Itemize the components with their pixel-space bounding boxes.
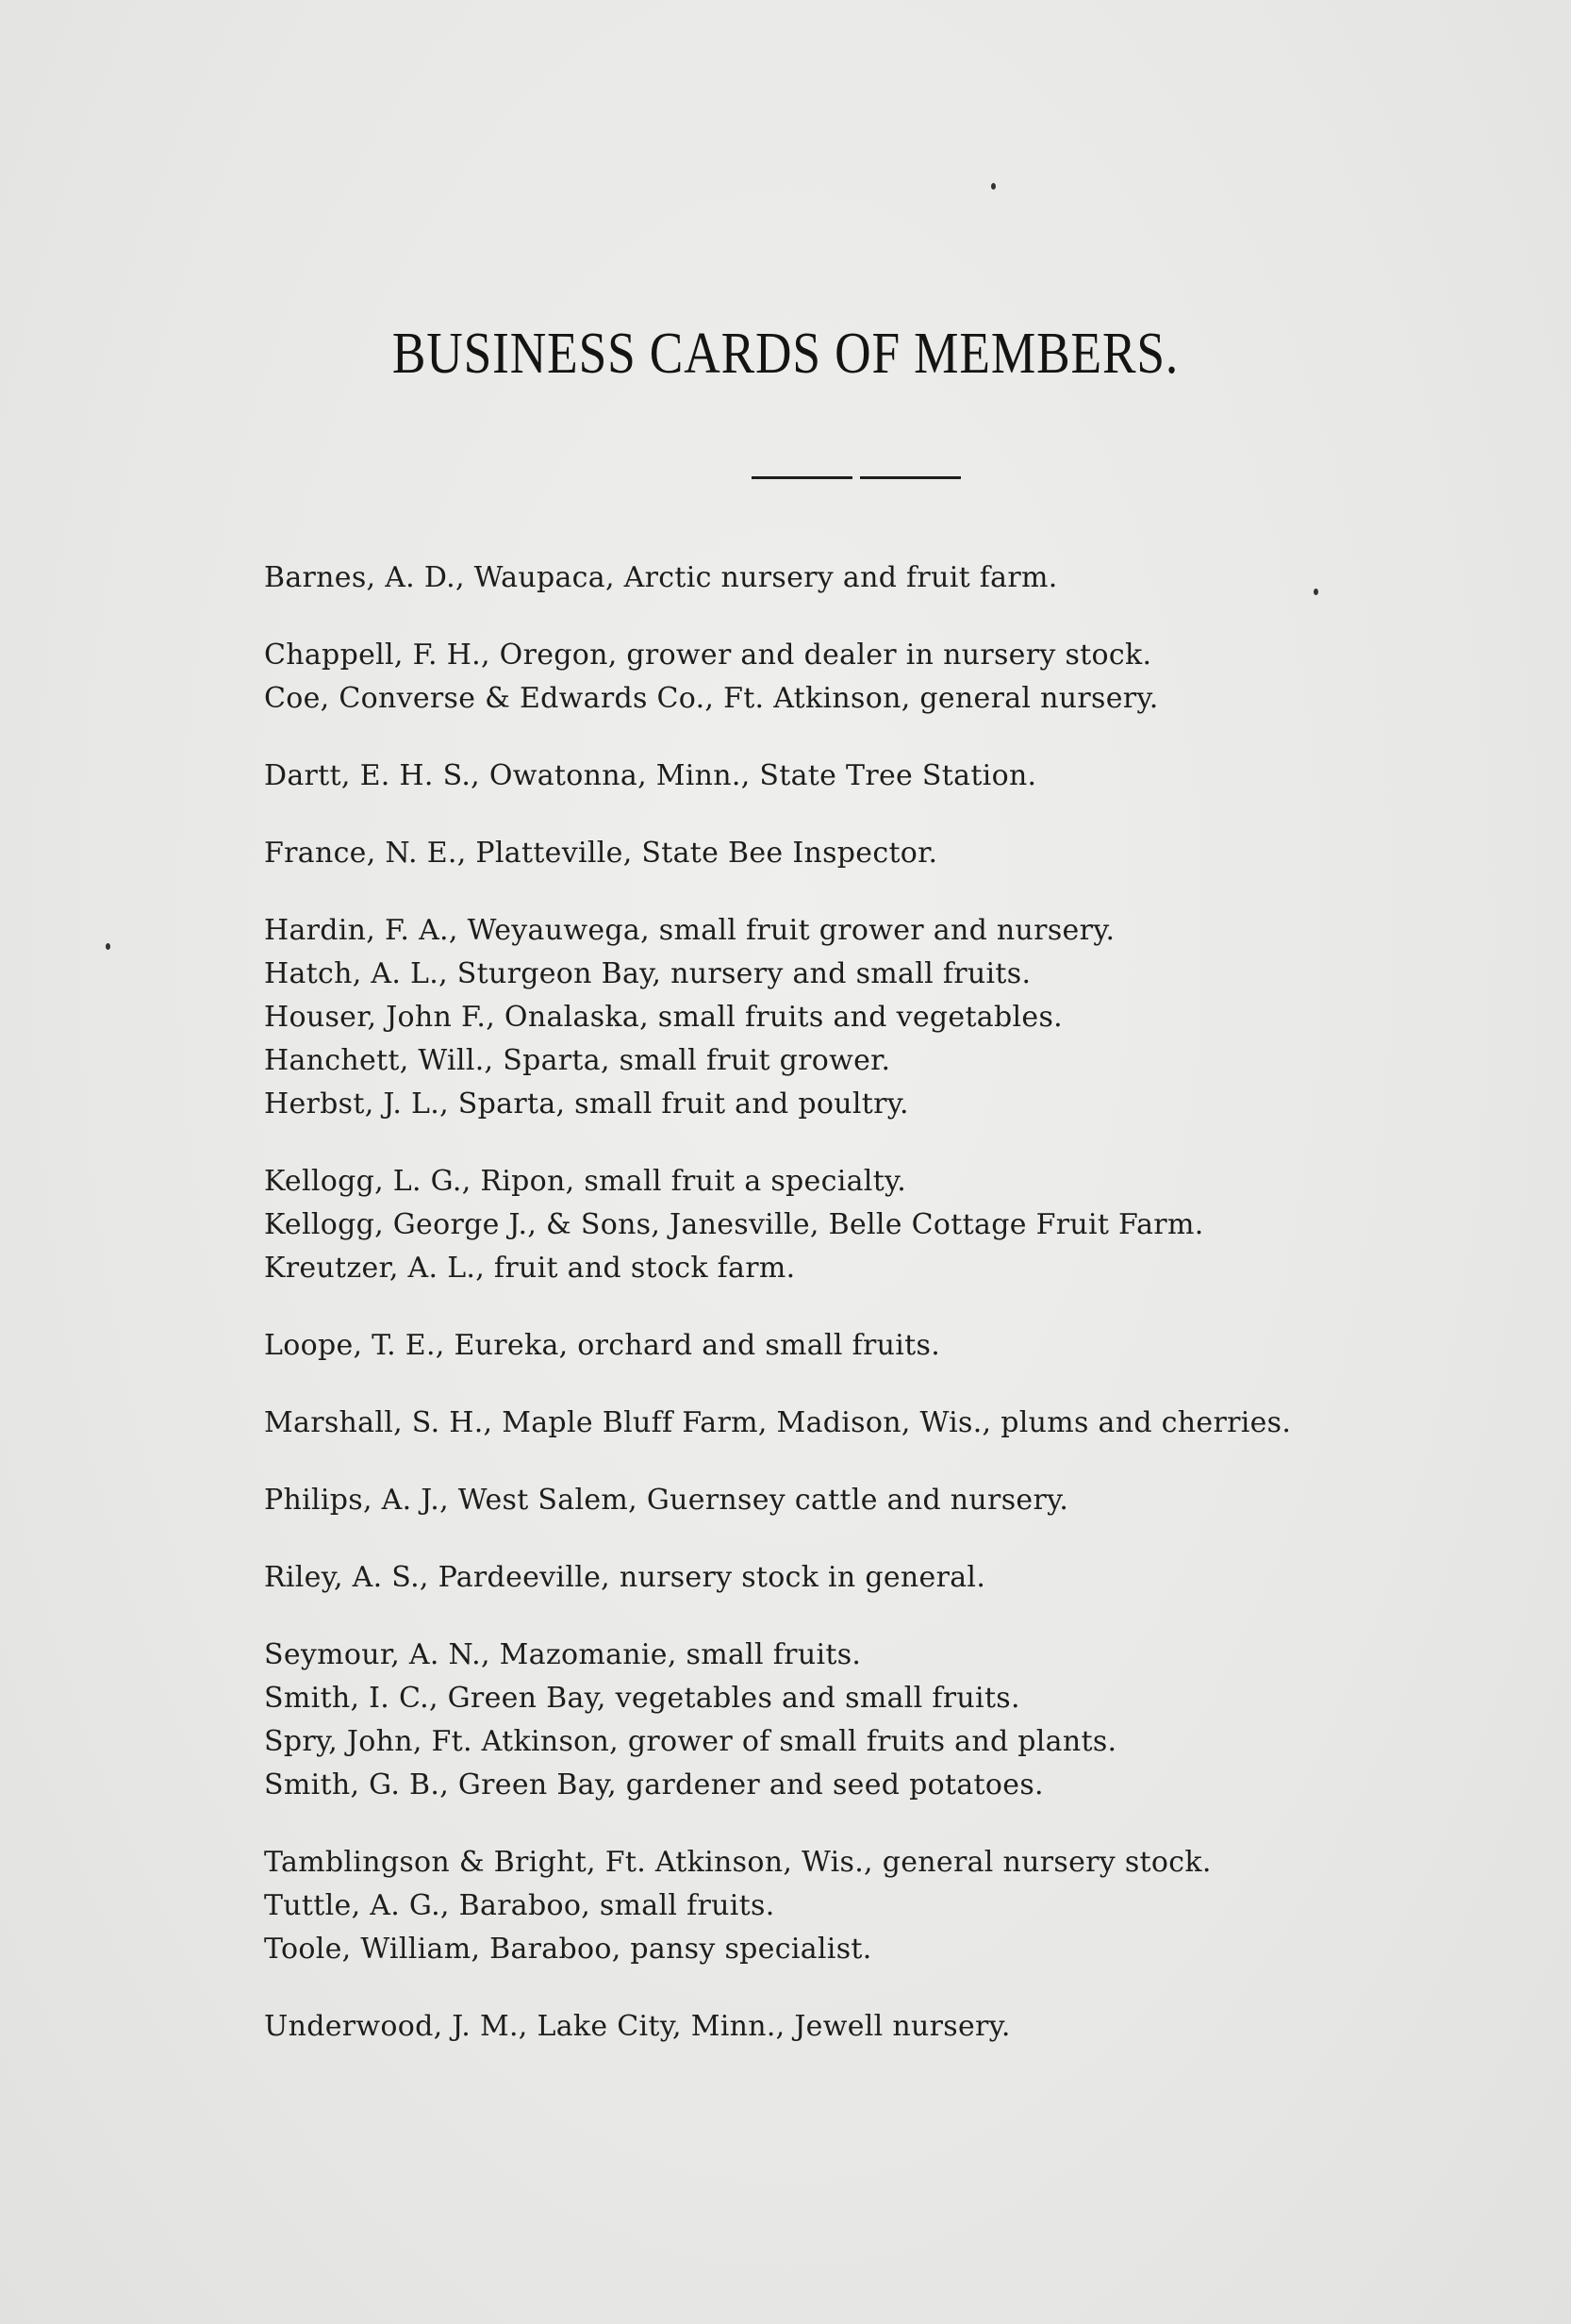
member-entry: Riley, A. S., Pardeeville, nursery stock in general. <box>264 1561 986 1594</box>
entry-group <box>264 755 1490 798</box>
entry-group <box>264 556 1490 600</box>
member-entry: Kellogg, L. G., Ripon, small fruit a specialty. <box>264 1165 907 1198</box>
member-entry: Kellogg, George J., & Sons, Janesville, Belle Cottage Fruit Farm. <box>264 1208 1204 1241</box>
member-entry: Kreutzer, A. L., fruit and stock farm. <box>264 1252 796 1285</box>
title-rule-divider <box>752 476 961 479</box>
scan-speck <box>991 183 996 190</box>
member-entry: Marshall, S. H., Maple Bluff Farm, Madison, Wis., plums and cherries. <box>264 1406 1292 1439</box>
entry-group <box>264 2005 1490 2049</box>
member-entry: Hardin, F. A., Weyauwega, small fruit grower and nursery. <box>264 914 1116 947</box>
member-entry: Houser, John F., Onalaska, small fruits and vegetables. <box>264 1001 1063 1034</box>
member-entry: Dartt, E. H. S., Owatonna, Minn., State Tree Station. <box>264 759 1037 792</box>
member-entry: Tamblingson & Bright, Ft. Atkinson, Wis., general nursery stock. <box>264 1846 1212 1879</box>
scan-speck <box>1314 589 1318 595</box>
member-entry: Barnes, A. D., Waupaca, Arctic nursery and fruit farm. <box>264 561 1058 594</box>
member-entry: Seymour, A. N., Mazomanie, small fruits. <box>264 1638 862 1671</box>
entry-group <box>264 1402 1490 1445</box>
member-entry: Coe, Converse & Edwards Co., Ft. Atkinson, general nursery. <box>264 682 1159 715</box>
rule-segment-right <box>860 476 961 479</box>
member-entry: Smith, I. C., Green Bay, vegetables and small fruits. <box>264 1682 1020 1715</box>
scan-speck <box>106 943 110 950</box>
member-entry: Underwood, J. M., Lake City, Minn., Jewell nursery. <box>264 2010 1011 2043</box>
entry-group <box>264 909 1490 1126</box>
member-entry: Herbst, J. L., Sparta, small fruit and poultry. <box>264 1087 909 1120</box>
entry-group <box>264 1634 1490 1807</box>
member-entry: Hatch, A. L., Sturgeon Bay, nursery and small fruits. <box>264 957 1032 990</box>
member-entry: Hanchett, Will., Sparta, small fruit grower. <box>264 1044 891 1077</box>
member-entry: Smith, G. B., Green Bay, gardener and seed potatoes. <box>264 1768 1044 1801</box>
entry-group <box>264 1160 1490 1290</box>
entry-group <box>264 1556 1490 1600</box>
member-entry: Toole, William, Baraboo, pansy specialist. <box>264 1933 872 1966</box>
member-list <box>264 556 1490 2083</box>
entry-group <box>264 1324 1490 1368</box>
member-entry: Tuttle, A. G., Baraboo, small fruits. <box>264 1889 775 1922</box>
entry-group <box>264 1841 1490 1971</box>
entry-group <box>264 634 1490 721</box>
member-entry: France, N. E., Platteville, State Bee Inspector. <box>264 837 938 870</box>
entry-group <box>264 1479 1490 1522</box>
member-entry: Spry, John, Ft. Atkinson, grower of small fruits and plants. <box>264 1725 1117 1758</box>
member-entry: Loope, T. E., Eureka, orchard and small fruits. <box>264 1329 941 1362</box>
member-entry: Philips, A. J., West Salem, Guernsey cattle and nursery. <box>264 1484 1069 1517</box>
rule-segment-left <box>752 476 852 479</box>
page-title: BUSINESS CARDS OF MEMBERS. <box>391 322 1180 386</box>
member-entry: Chappell, F. H., Oregon, grower and dealer in nursery stock. <box>264 639 1152 672</box>
entry-group <box>264 832 1490 875</box>
